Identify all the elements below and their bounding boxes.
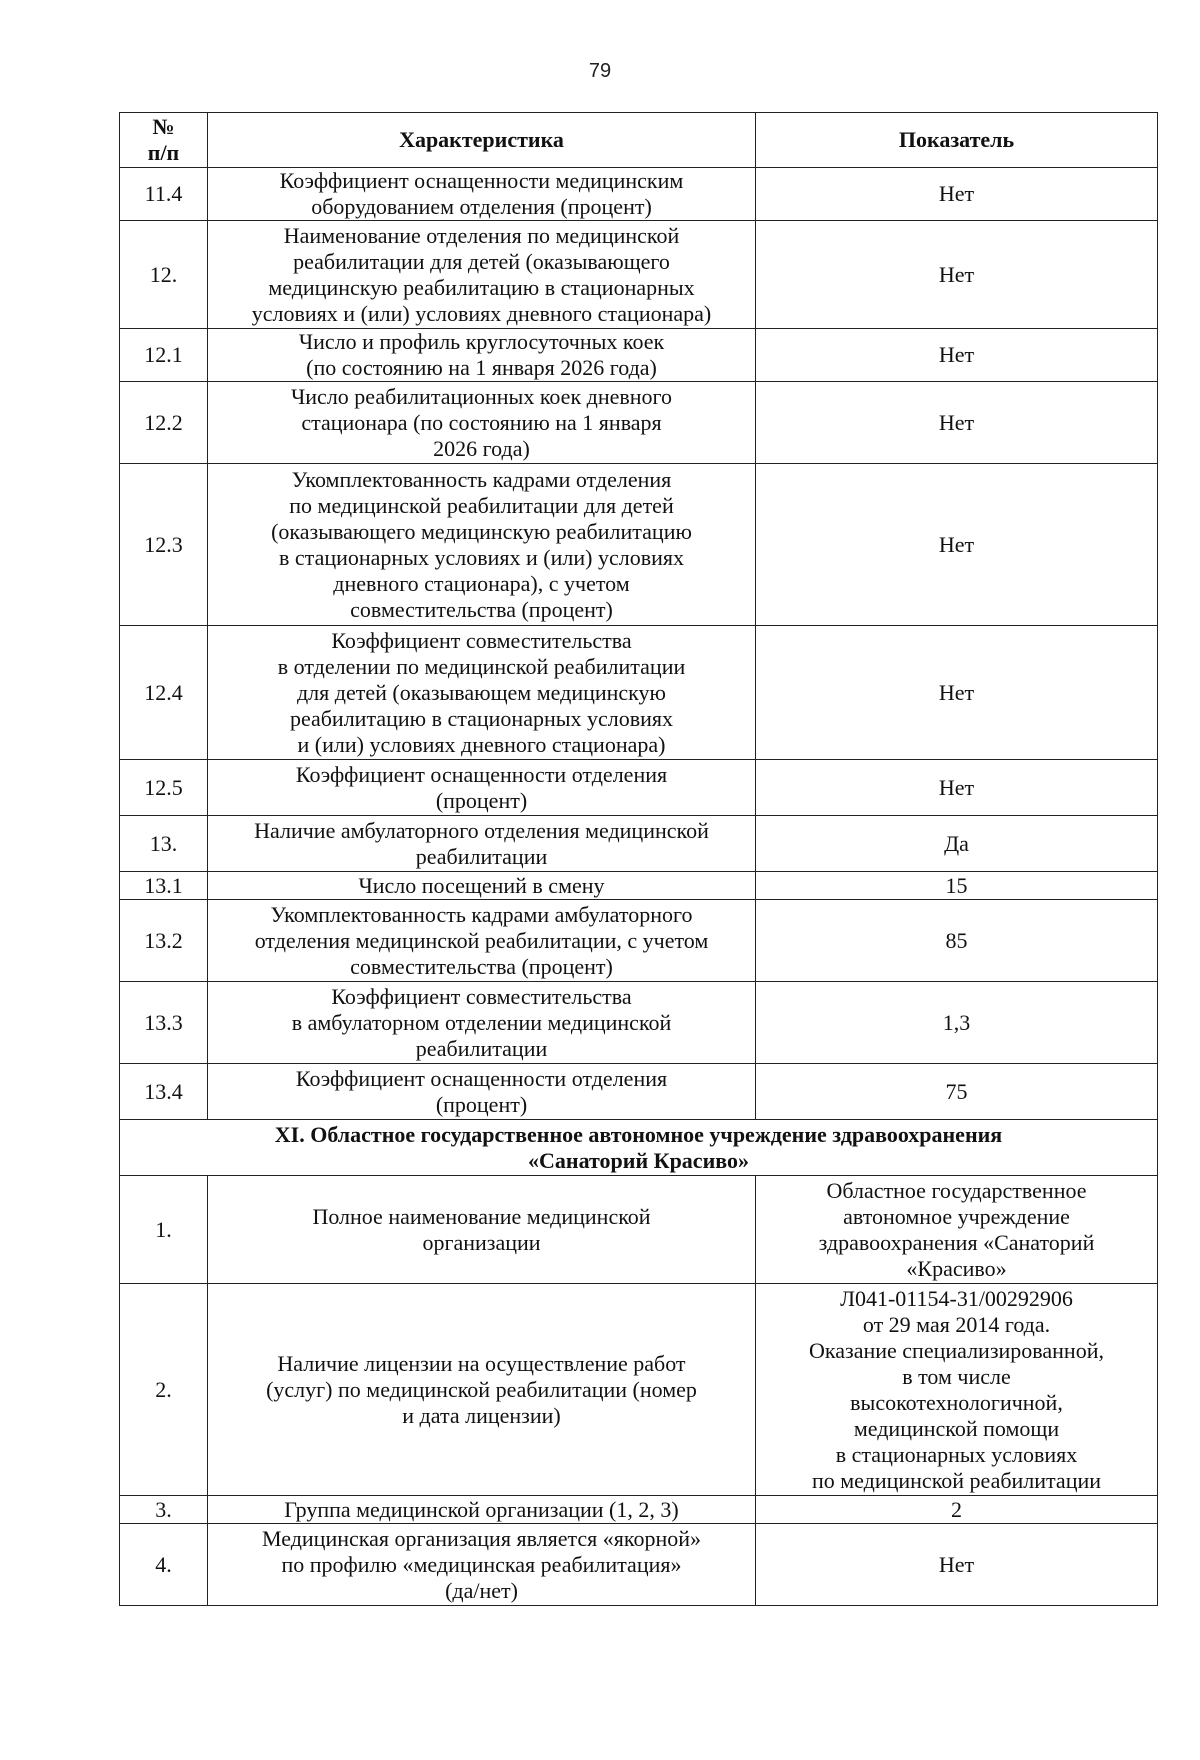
row-value: 1,3 — [756, 982, 1158, 1064]
row-characteristic: Укомплектованность кадрами отделения по медицинской реабилитации для детей (оказывающего медицинскую реабилитацию в стационарных условиях и (или) условиях дневного стационара), с учетом совместительства (процент) — [208, 464, 756, 626]
table-row — [120, 1064, 1158, 1120]
row-characteristic: Наличие лицензии на осуществление работ (услуг) по медицинской реабилитации (номер и дата лицензии) — [208, 1284, 756, 1496]
row-value: 85 — [756, 900, 1158, 982]
row-characteristic: Коэффициент совместительства в отделении по медицинской реабилитации для детей (оказывающем медицинскую реабилитацию в стационарных условиях и (или) условиях дневного стационара) — [208, 626, 756, 760]
row-characteristic: Коэффициент оснащенности медицинским оборудованием отделения (процент) — [208, 168, 756, 221]
table-header-row — [120, 113, 1158, 168]
row-value: 2 — [756, 1496, 1158, 1524]
table-row — [120, 1176, 1158, 1284]
row-num: 2. — [120, 1284, 208, 1496]
page-number: 79 — [588, 60, 612, 82]
row-value: 75 — [756, 1064, 1158, 1120]
row-value: Областное государственное автономное учреждение здравоохранения «Санаторий «Красиво» — [756, 1176, 1158, 1284]
row-value: Нет — [756, 382, 1158, 464]
row-characteristic: Укомплектованность кадрами амбулаторного отделения медицинской реабилитации, с учетом совместительства (процент) — [208, 900, 756, 982]
row-num: 12.4 — [120, 626, 208, 760]
row-value: Нет — [756, 1524, 1158, 1606]
table-row — [120, 1284, 1158, 1496]
header-indicator: Показатель — [756, 113, 1158, 168]
row-characteristic: Число реабилитационных коек дневного стационара (по состоянию на 1 января 2026 года) — [208, 382, 756, 464]
row-num: 12.5 — [120, 760, 208, 816]
row-num: 11.4 — [120, 168, 208, 221]
row-value: Нет — [756, 168, 1158, 221]
row-num: 12.2 — [120, 382, 208, 464]
row-num: 13.3 — [120, 982, 208, 1064]
header-num: № п/п — [120, 113, 208, 168]
row-value: Нет — [756, 760, 1158, 816]
indicator-table — [119, 112, 1158, 1606]
row-value: Л041-01154-31/00292906 от 29 мая 2014 года. Оказание специализированной, в том числе высокотехнологичной, медицинской помощи в стационарных условиях по медицинской реабилитации — [756, 1284, 1158, 1496]
row-value: Нет — [756, 464, 1158, 626]
row-characteristic: Наименование отделения по медицинской реабилитации для детей (оказывающего медицинскую реабилитацию в стационарных условиях и (или) условиях дневного стационара) — [208, 221, 756, 329]
table-row — [120, 1496, 1158, 1524]
row-characteristic: Полное наименование медицинской организации — [208, 1176, 756, 1284]
row-num: 12.1 — [120, 329, 208, 382]
table-row — [120, 900, 1158, 982]
table-row — [120, 816, 1158, 872]
row-num: 13.1 — [120, 872, 208, 900]
section-header-row — [120, 1120, 1158, 1176]
header-characteristic: Характеристика — [208, 113, 756, 168]
table-row — [120, 382, 1158, 464]
row-value: Нет — [756, 626, 1158, 760]
row-num: 12. — [120, 221, 208, 329]
row-value: Нет — [756, 329, 1158, 382]
table-row — [120, 1524, 1158, 1606]
row-num: 3. — [120, 1496, 208, 1524]
row-characteristic: Медицинская организация является «якорной» по профилю «медицинская реабилитация» (да/нет) — [208, 1524, 756, 1606]
table-row — [120, 221, 1158, 329]
table-row — [120, 329, 1158, 382]
table-row — [120, 168, 1158, 221]
row-num: 13.4 — [120, 1064, 208, 1120]
row-value: Нет — [756, 221, 1158, 329]
row-characteristic: Коэффициент оснащенности отделения (процент) — [208, 760, 756, 816]
table-row — [120, 760, 1158, 816]
row-characteristic: Коэффициент совместительства в амбулаторном отделении медицинской реабилитации — [208, 982, 756, 1064]
row-num: 1. — [120, 1176, 208, 1284]
table-row — [120, 872, 1158, 900]
row-num: 13. — [120, 816, 208, 872]
row-num: 4. — [120, 1524, 208, 1606]
row-value: 15 — [756, 872, 1158, 900]
row-characteristic: Коэффициент оснащенности отделения (процент) — [208, 1064, 756, 1120]
row-characteristic: Число посещений в смену — [208, 872, 756, 900]
row-characteristic: Группа медицинской организации (1, 2, 3) — [208, 1496, 756, 1524]
row-characteristic: Число и профиль круглосуточных коек (по состоянию на 1 января 2026 года) — [208, 329, 756, 382]
table-row — [120, 982, 1158, 1064]
row-value: Да — [756, 816, 1158, 872]
table-row — [120, 626, 1158, 760]
row-num: 13.2 — [120, 900, 208, 982]
table-row — [120, 464, 1158, 626]
row-num: 12.3 — [120, 464, 208, 626]
section-title: XI. Областное государственное автономное учреждение здравоохранения «Санаторий Красиво» — [120, 1120, 1158, 1176]
row-characteristic: Наличие амбулаторного отделения медицинской реабилитации — [208, 816, 756, 872]
